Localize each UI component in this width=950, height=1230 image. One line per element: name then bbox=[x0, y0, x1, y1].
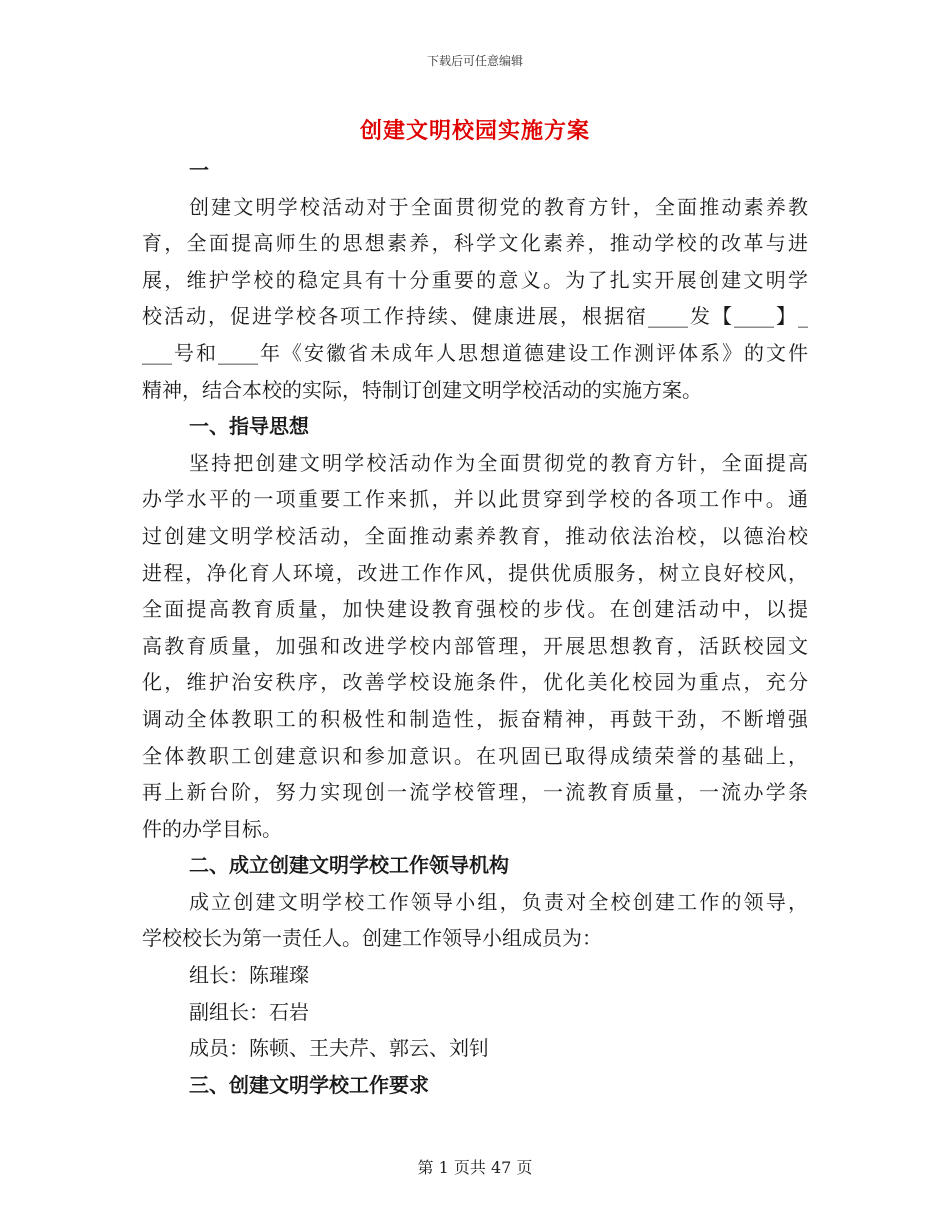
section-heading-requirements: 三、创建文明学校工作要求 bbox=[189, 1072, 429, 1097]
paragraph-line: 高教育质量，加强和改进学校内部管理，开展思想教育，活跃校园文 bbox=[142, 633, 808, 658]
paragraph-line: 坚持把创建文明学校活动作为全面贯彻党的教育方针，全面提高 bbox=[189, 450, 808, 475]
intro-line: ___号和____年《安徽省未成年人思想道德建设工作测评体系》的文件 bbox=[142, 340, 808, 365]
document-title: 创建文明校园实施方案 bbox=[359, 118, 590, 144]
intro-line: 校活动，促进学校各项工作持续、健康进展，根据宿____发【____】_ bbox=[142, 304, 808, 329]
intro-line: 创建文明学校活动对于全面贯彻党的教育方针，全面推动素养教 bbox=[189, 194, 808, 219]
paragraph-line: 调动全体教职工的积极性和制造性，振奋精神，再鼓干劲，不断增强 bbox=[142, 706, 808, 731]
member-line-leader: 组长：陈璀璨 bbox=[189, 963, 309, 988]
paragraph-line: 再上新台阶，努力实现创一流学校管理，一流教育质量，一流办学条 bbox=[142, 780, 808, 805]
paragraph-line: 学校校长为第一责任人。创建工作领导小组成员为： bbox=[142, 926, 602, 951]
paragraph-line: 成立创建文明学校工作领导小组，负责对全校创建工作的领导， bbox=[189, 889, 808, 914]
paragraph-line: 化，维护治安秩序，改善学校设施条件，优化美化校园为重点，充分 bbox=[142, 670, 808, 695]
section-heading-guiding-thought: 一、指导思想 bbox=[189, 414, 309, 439]
page-footer: 第 1 页共 47 页 bbox=[417, 1158, 533, 1177]
intro-line: 精神，结合本校的实际，特制订创建文明学校活动的实施方案。 bbox=[142, 377, 702, 402]
paragraph-line: 全体教职工创建意识和参加意识。在巩固已取得成绩荣誉的基础上， bbox=[142, 743, 808, 768]
paragraph-line: 办学水平的一项重要工作来抓，并以此贯穿到学校的各项工作中。通 bbox=[142, 487, 808, 512]
paragraph-line: 进程，净化育人环境，改进工作作风，提供优质服务，树立良好校风， bbox=[142, 560, 808, 585]
paragraph-line: 件的办学目标。 bbox=[142, 816, 282, 841]
section-mark: 一 bbox=[189, 158, 209, 182]
document-body bbox=[142, 152, 808, 1103]
intro-line: 育，全面提高师生的思想素养，科学文化素养，推动学校的改革与进 bbox=[142, 231, 808, 256]
page-header: 下载后可任意编辑 bbox=[426, 54, 523, 68]
member-line-members: 成员：陈顿、王夫芹、郭云、刘钊 bbox=[189, 1036, 489, 1061]
member-line-deputy: 副组长：石岩 bbox=[189, 999, 309, 1024]
paragraph-line: 全面提高教育质量，加快建设教育强校的步伐。在创建活动中，以提 bbox=[142, 597, 808, 622]
section-heading-leadership: 二、成立创建文明学校工作领导机构 bbox=[189, 853, 509, 878]
intro-line: 展，维护学校的稳定具有十分重要的意义。为了扎实开展创建文明学 bbox=[142, 267, 808, 292]
paragraph-line: 过创建文明学校活动，全面推动素养教育，推动依法治校，以德治校 bbox=[142, 523, 808, 548]
